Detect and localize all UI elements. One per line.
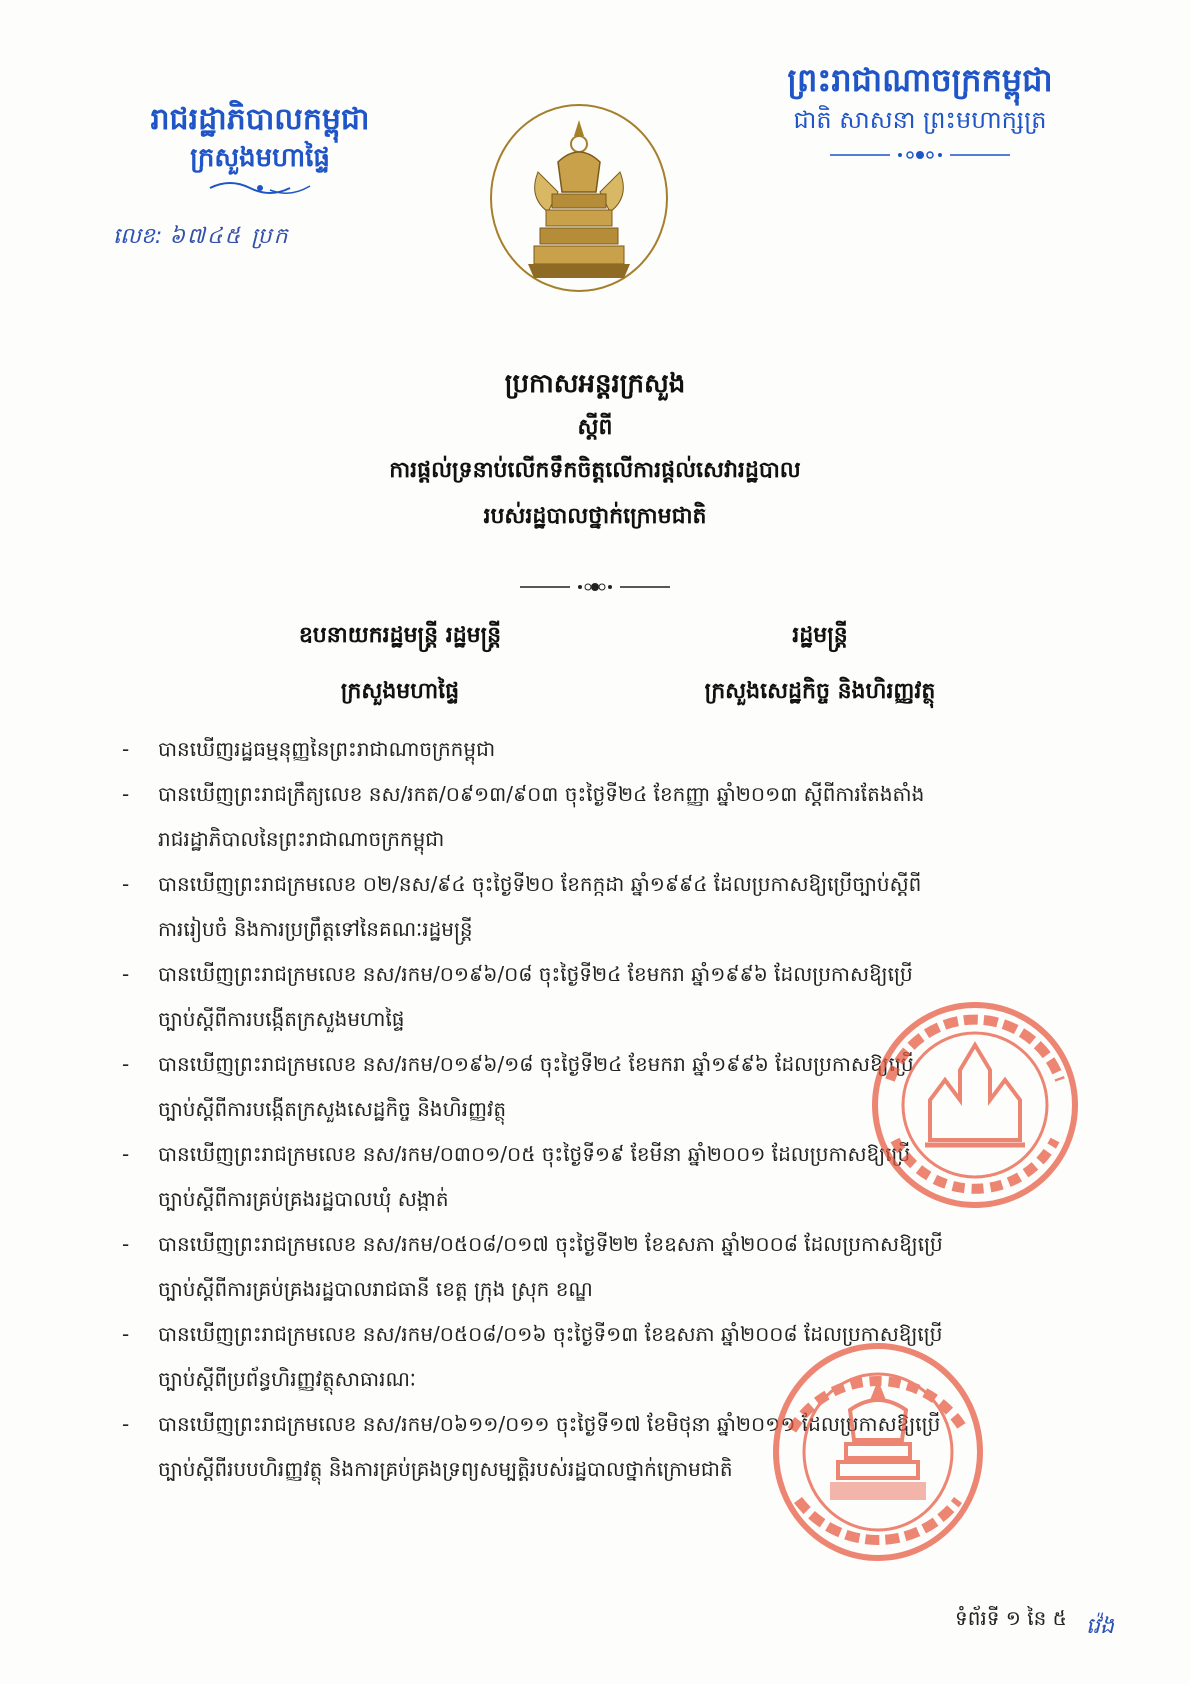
header-left: [110, 100, 410, 202]
recital-item: - បានឃើញព្រះរាជក្រឹត្យលេខ នស/រកត/០៩១៣/៩០៣ ចុះថ្ងៃទី២៤ ខែកញ្ញា ឆ្នាំ២០១៣ ស្តីពីការតែងតាំង រាជរដ្ឋាភិបាលនៃព្រះរាជាណាចក្រកម្ពុជា: [122, 782, 925, 851]
reference-number: [113, 222, 290, 254]
reference-label: លេខ:: [113, 224, 163, 249]
kingdom-name: ព្រះរាជាណាចក្រកម្ពុជា: [787, 61, 1053, 99]
signatory-right: [660, 608, 980, 720]
official-seal-icon: [870, 1000, 1080, 1210]
title-block: [0, 360, 1190, 540]
recital-item: - បានឃើញព្រះរាជក្រមលេខ នស/រកម/០១៩៦/១៨ ចុះថ្ងៃទី២៤ ខែមករា ឆ្នាំ១៩៩៦ ដែលប្រកាសឱ្យប្រើ ច្បាប់ស្តីពីការបង្កើតក្រសួងសេដ្ឋកិច្ច និងហិរញ្ញវត្ថុ: [122, 1052, 914, 1121]
header-right: [770, 58, 1070, 170]
recital-item: - បានឃើញព្រះរាជក្រមលេខ នស/រកម/០៥០៨/០១៦ ចុះថ្ងៃទី១៣ ខែឧសភា ឆ្នាំ២០០៨ ដែលប្រកាសឱ្យប្រើ ច្បាប់ស្តីពីប្រព័ន្ធហិរញ្ញវត្ថុសាធារណៈ: [122, 1322, 943, 1391]
recital-item: - បានឃើញព្រះរាជក្រមលេខ នស/រកម/០៥០៨/០១៧ ចុះថ្ងៃទី២២ ខែឧសភា ឆ្នាំ២០០៨ ដែលប្រកាសឱ្យប្រើ ច្បាប់ស្តីពីការគ្រប់គ្រងរដ្ឋបាលរាជធានី ខេត្ត ក្រុង ស្រុក ខណ្ឌ: [122, 1232, 943, 1301]
signatory-left-ministry: ក្រសួងមហាផ្ទៃ: [340, 679, 460, 704]
reference-handwritten: ៦៧៤៥ ប្រក: [169, 224, 290, 249]
ornament-divider-icon: [830, 144, 1010, 166]
title-on: ស្តីពី: [577, 415, 613, 440]
recital-item: - បានឃើញរដ្ឋធម្មនុញ្ញនៃព្រះរាជាណាចក្រកម្ពុជា: [122, 737, 496, 761]
signatory-right-title: រដ្ឋមន្ត្រី: [792, 623, 848, 648]
ornament-divider-icon: [520, 580, 670, 594]
ministry-name: ក្រសួងមហាផ្ទៃ: [190, 143, 330, 173]
recital-item: - បានឃើញព្រះរាជក្រមលេខ នស/រកម/០៣០១/០៥ ចុះថ្ងៃទី១៩ ខែមីនា ឆ្នាំ២០០១ ដែលប្រកាសឱ្យប្រើ ច្បាប់ស្តីពីការគ្រប់គ្រងរដ្ឋបាលឃុំ សង្កាត់: [122, 1142, 911, 1211]
recital-item: - បានឃើញព្រះរាជក្រមលេខ ០២/នស/៩៤ ចុះថ្ងៃទី២០ ខែកក្កដា ឆ្នាំ១៩៩៤ ដែលប្រកាសឱ្យប្រើច្បាប់ស្តីពី ការរៀបចំ និងការប្រព្រឹត្តទៅនៃគណៈរដ្ឋមន្ត្រី: [122, 872, 922, 941]
ornament-divider-icon: [200, 176, 320, 198]
page-number: ទំព័រទី ១ នៃ ៥: [955, 1606, 1067, 1630]
royal-emblem-icon: [488, 102, 670, 294]
document-type: ប្រកាសអន្តរក្រសួង: [504, 369, 686, 399]
recital-item: - បានឃើញព្រះរាជក្រមលេខ នស/រកម/០១៩៦/០៨ ចុះថ្ងៃទី២៤ ខែមករា ឆ្នាំ១៩៩៦ ដែលប្រកាសឱ្យប្រើ ច្បាប់ស្តីពីការបង្កើតក្រសួងមហាផ្ទៃ: [122, 962, 913, 1031]
government-name: រាជរដ្ឋាភិបាលកម្ពុជា: [150, 102, 370, 137]
recital-item: - បានឃើញព្រះរាជក្រមលេខ នស/រកម/០៦១១/០១១ ចុះថ្ងៃទី១៧ ខែមិថុនា ឆ្នាំ២០១១ ដែលប្រកាសឱ្យប្រើ ច្បាប់ស្តីពីរបបហិរញ្ញវត្ថុ និងការគ្រប់គ្រងទ្រព្យសម្បត្តិរបស់រដ្ឋបាលថ្នាក់ក្រោមជាតិ: [122, 1412, 941, 1481]
signatory-left: [235, 608, 565, 720]
national-motto: ជាតិ សាសនា ព្រះមហាក្សត្រ: [793, 106, 1047, 134]
subject-line-2: របស់រដ្ឋបាលថ្នាក់ក្រោមជាតិ: [483, 504, 707, 529]
signatory-left-title: ឧបនាយករដ្ឋមន្ត្រី រដ្ឋមន្ត្រី: [298, 623, 502, 648]
handwritten-initials: វ៉េង: [1086, 1614, 1114, 1639]
signatory-right-ministry: ក្រសួងសេដ្ឋកិច្ច និងហិរញ្ញវត្ថុ: [704, 679, 936, 704]
subject-line-1: ការផ្តល់ទ្រនាប់លើកទឹកចិត្តលើការផ្តល់សេវារដ្ឋបាល: [389, 458, 801, 483]
official-seal-icon: [770, 1340, 985, 1565]
